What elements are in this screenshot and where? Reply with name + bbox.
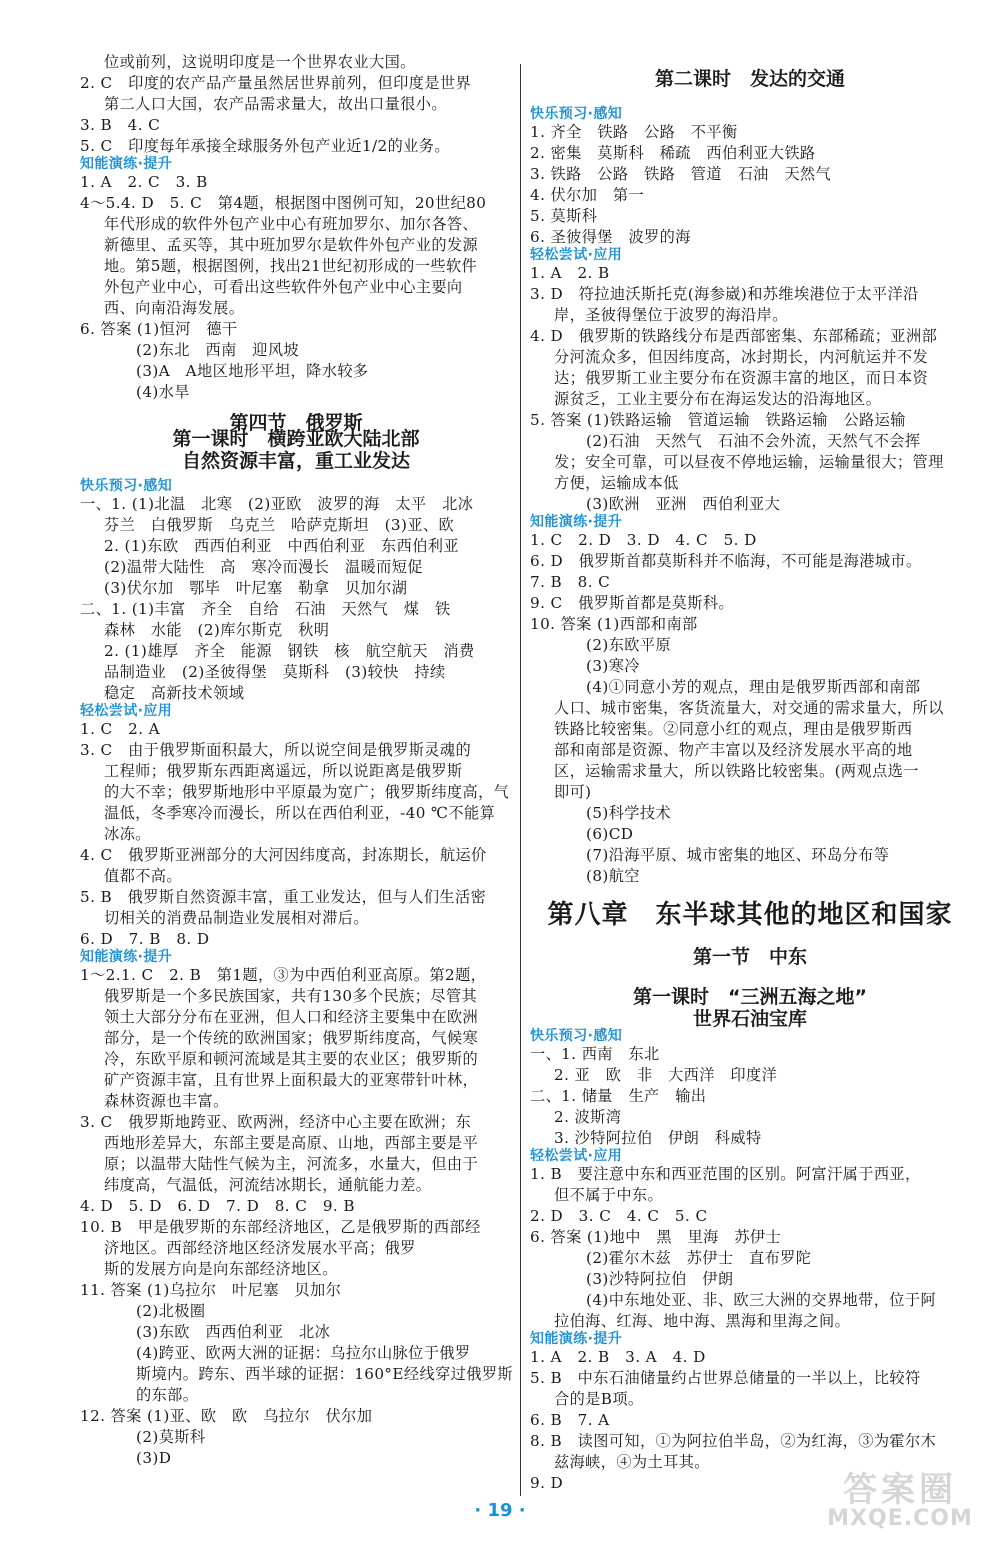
answer-line: 位或前列，这说明印度是一个世界农业大国。 xyxy=(104,53,416,71)
answer-line: (2)温带大陆性 高 寒冷而漫长 温暖而短促 xyxy=(104,558,423,576)
answer-line: 俄罗斯是一个多民族国家，共有130多个民族；尽管其 xyxy=(104,987,478,1005)
answer-line: 拉伯海、红海、地中海、黑海和里海之间。 xyxy=(554,1312,851,1330)
answer-line: 工程师；俄罗斯东西距离遥远，所以说距离是俄罗斯 xyxy=(104,762,463,780)
answer-line: 一、1. 西南 东北 xyxy=(530,1045,660,1063)
answer-line: 温低，冬季寒冷而漫长，所以在西伯利亚，-40 ℃不能算 xyxy=(104,804,496,822)
answer-line: 1～2.1. C 2. B 第1题，③为中西伯利亚高原。第2题， xyxy=(80,966,487,984)
chapter-title: 第八章 东半球其他的地区和国家 xyxy=(547,900,953,930)
watermark-url: MXQE.COM xyxy=(827,1506,973,1531)
answer-line: 8. B 读图可知，①为阿拉伯半岛，②为红海，③为霍尔木 xyxy=(530,1432,937,1450)
answer-line: 二、1. 储量 生产 输出 xyxy=(530,1087,707,1105)
watermark-logo xyxy=(810,1462,990,1538)
answer-line: 西地形差异大，东部主要是高原、山地，西部主要是平 xyxy=(104,1134,479,1152)
answer-line: 年代形成的软件外包产业中心有班加罗尔、加尔各答、 xyxy=(104,215,479,233)
answer-line: (3)伏尔加 鄂毕 叶尼塞 勒拿 贝加尔湖 xyxy=(104,579,408,597)
answer-line: (6)CD xyxy=(586,825,634,843)
answer-line: (2)石油 天然气 石油不会外流，天然气不会挥 xyxy=(586,432,921,450)
answer-line: (4)中东地处亚、非、欧三大洲的交界地带，位于阿 xyxy=(586,1291,937,1309)
answer-line: 3. D 符拉迪沃斯托克(海参崴)和苏维埃港位于太平洋沿 xyxy=(530,285,919,303)
answer-line: 1. A 2. B xyxy=(530,264,610,282)
answer-line: 6. B 7. A xyxy=(530,1411,610,1429)
answer-line: 外包产业中心，可看出这些软件外包产业中心主要向 xyxy=(104,278,463,296)
answer-line: 区，运输需求量大，所以铁路比较密集。(两观点选一 xyxy=(554,762,919,780)
answer-line: 一、1. (1)北温 北寒 (2)亚欧 波罗的海 太平 北冰 xyxy=(80,495,474,513)
answer-line: 原；以温带大陆性气候为主，河流多，水量大，但由于 xyxy=(104,1155,479,1173)
section-title: 第一课时 “三洲五海之地” xyxy=(633,986,867,1008)
watermark-text: 答案圈 xyxy=(843,1470,957,1510)
answer-line: 冷，东欧平原和顿河流域是其主要的农业区；俄罗斯的 xyxy=(104,1050,479,1068)
answer-line: 1. A 2. B 3. A 4. D xyxy=(530,1348,706,1366)
page-number: · 19 · xyxy=(474,1500,526,1521)
answer-line: 品制造业 (2)圣彼得堡 莫斯科 (3)较快 持续 xyxy=(104,663,446,681)
column-divider xyxy=(520,64,521,1496)
answer-line: (2)霍尔木兹 苏伊士 直布罗陀 xyxy=(586,1249,812,1267)
answer-line: 领土大部分分布在亚洲，但人口和经济主要集中在欧洲 xyxy=(104,1008,479,1026)
answer-line: 7. B 8. C xyxy=(530,573,611,591)
section-label: 轻松尝试·应用 xyxy=(530,247,623,263)
answer-line: 1. C 2. D 3. D 4. C 5. D xyxy=(530,531,757,549)
answer-line: 二、1. (1)丰富 齐全 自给 石油 天然气 煤 铁 xyxy=(80,600,451,618)
answer-line: 2. 波斯湾 xyxy=(554,1108,622,1126)
answer-line: 发；安全可靠，可以昼夜不停地运输，运输量很大；管理 xyxy=(554,453,944,471)
answer-line: 11. 答案 (1)乌拉尔 叶尼塞 贝加尔 xyxy=(80,1281,342,1299)
answer-line: 4. 伏尔加 第一 xyxy=(530,186,645,204)
answer-line: 5. C 印度每年承接全球服务外包产业近1/2的业务。 xyxy=(80,137,450,155)
answer-line: 3. 铁路 公路 铁路 管道 石油 天然气 xyxy=(530,165,832,183)
section-label: 快乐预习·感知 xyxy=(80,478,173,494)
answer-line: 3. 沙特阿拉伯 伊朗 科威特 xyxy=(554,1129,762,1147)
answer-line: (3)欧洲 亚洲 西伯利亚大 xyxy=(586,495,781,513)
answer-line: 6. D 7. B 8. D xyxy=(80,930,210,948)
answer-line: 6. 答案 (1)恒河 德干 xyxy=(80,320,238,338)
section-label: 知能演练·提升 xyxy=(530,1331,623,1347)
answer-line: (4)跨亚、欧两大洲的证据：乌拉尔山脉位于俄罗 xyxy=(136,1344,471,1362)
answer-line: 森林 水能 (2)库尔斯克 秋明 xyxy=(104,621,330,639)
answer-line: 2. (1)东欧 西西伯利亚 中西伯利亚 东西伯利亚 xyxy=(104,537,459,555)
answer-line: 5. 莫斯科 xyxy=(530,207,598,225)
section-title: 第四节 俄罗斯 xyxy=(229,412,363,434)
answer-line: (2)莫斯科 xyxy=(136,1428,206,1446)
answer-line: 5. B 俄罗斯自然资源丰富，重工业发达，但与人们生活密 xyxy=(80,888,487,906)
answer-line: 9. D xyxy=(530,1474,564,1492)
answer-line: 的东部。 xyxy=(136,1386,199,1404)
answer-line: 1. B 要注意中东和西亚范围的区别。阿富汗属于西亚， xyxy=(530,1165,921,1183)
answer-line: (2)东欧平原 xyxy=(586,636,672,654)
answer-line: 2. 密集 莫斯科 稀疏 西伯利亚大铁路 xyxy=(530,144,816,162)
section-label: 快乐预习·感知 xyxy=(530,1028,623,1044)
answer-line: 分河流众多，但因纬度高，冰封期长，内河航运并不发 xyxy=(554,348,929,366)
answer-line: 源贫乏，工业主要分布在海运发达的沿海地区。 xyxy=(554,390,882,408)
section-label: 快乐预习·感知 xyxy=(530,106,623,122)
answer-line: 纬度高，气温低，河流结冰期长，通航能力差。 xyxy=(104,1176,432,1194)
answer-line: 稳定 高新技术领域 xyxy=(104,684,245,702)
answer-line: 3. C 由于俄罗斯面积最大，所以说空间是俄罗斯灵魂的 xyxy=(80,741,472,759)
answer-line: 斯的发展方向是向东部经济地区。 xyxy=(104,1260,338,1278)
answer-line: 部分，是一个传统的欧洲国家；俄罗斯纬度高，气候寒 xyxy=(104,1029,479,1047)
answer-line: 第二人口大国，农产品需求量大，故出口量很小。 xyxy=(104,95,447,113)
section-label: 知能演练·提升 xyxy=(80,156,173,172)
answer-line: 4. D 5. D 6. D 7. D 8. C 9. B xyxy=(80,1197,355,1215)
section-title: 第一课时 横跨亚欧大陆北部 xyxy=(172,428,420,450)
answer-line: 西、向南沿海发展。 xyxy=(104,299,245,317)
answer-line: 但不属于中东。 xyxy=(554,1186,664,1204)
section-label: 知能演练·提升 xyxy=(80,949,173,965)
answer-line: 兹海峡，④为土耳其。 xyxy=(554,1453,710,1471)
answer-line: (3)D xyxy=(136,1449,172,1467)
answer-line: (5)科学技术 xyxy=(586,804,672,822)
answer-line: 6. 圣彼得堡 波罗的海 xyxy=(530,228,691,246)
answer-line: 1. C 2. A xyxy=(80,720,161,738)
answer-line: 2. C 印度的农产品产量虽然居世界前列，但印度是世界 xyxy=(80,74,472,92)
section-label: 知能演练·提升 xyxy=(530,514,623,530)
answer-line: 冰冻。 xyxy=(104,825,151,843)
answer-line: (3)寒冷 xyxy=(586,657,640,675)
answer-line: 2. 亚 欧 非 大西洋 印度洋 xyxy=(554,1066,778,1084)
answer-line: 人口、城市密集，客货流量大，对交通的需求量大，所以 xyxy=(554,699,944,717)
answer-line: 6. 答案 (1)地中 黑 里海 苏伊士 xyxy=(530,1228,782,1246)
answer-line: 1. 齐全 铁路 公路 不平衡 xyxy=(530,123,738,141)
answer-line: 岸，圣彼得堡位于波罗的海沿岸。 xyxy=(554,306,788,324)
answer-line: 芬兰 白俄罗斯 乌克兰 哈萨克斯坦 (3)亚、欧 xyxy=(104,516,455,534)
answer-line: 切相关的消费品制造业发展相对滞后。 xyxy=(104,909,369,927)
answer-line: 4. D 俄罗斯的铁路线分布是西部密集、东部稀疏；亚洲部 xyxy=(530,327,938,345)
answer-line: 矿产资源丰富，且有世界上面积最大的亚寒带针叶林， xyxy=(104,1071,479,1089)
answer-line: (4)①同意小芳的观点，理由是俄罗斯西部和南部 xyxy=(586,678,921,696)
answer-line: 2. D 3. C 4. C 5. C xyxy=(530,1207,708,1225)
answer-line: 3. B 4. C xyxy=(80,116,161,134)
answer-line: 5. B 中东石油储量约占世界总储量的一半以上，比较符 xyxy=(530,1369,921,1387)
answer-line: 6. D 俄罗斯首都莫斯科并不临海，不可能是海港城市。 xyxy=(530,552,922,570)
answer-line: (3)A A地区地形平坦，降水较多 xyxy=(136,362,369,380)
answer-line: 12. 答案 (1)亚、欧 欧 乌拉尔 伏尔加 xyxy=(80,1407,373,1425)
section-label: 轻松尝试·应用 xyxy=(530,1148,623,1164)
answer-line: 2. (1)雄厚 齐全 能源 钢铁 核 航空航天 消费 xyxy=(104,642,475,660)
answer-line: 1. A 2. C 3. B xyxy=(80,173,208,191)
answer-line: 铁路比较密集。②同意小红的观点，理由是俄罗斯西 xyxy=(554,720,913,738)
answer-line: 3. C 俄罗斯地跨亚、欧两洲，经济中心主要在欧洲；东 xyxy=(80,1113,472,1131)
answer-line: 值都不高。 xyxy=(104,867,182,885)
answer-line: (4)水旱 xyxy=(136,383,190,401)
answer-line: 地。第5题，根据图例，找出21世纪初形成的一些软件 xyxy=(104,257,478,275)
section-label: 轻松尝试·应用 xyxy=(80,703,173,719)
answer-line: 斯境内。跨东、西半球的证据：160°E经线穿过俄罗斯 xyxy=(136,1365,514,1383)
answer-line: 达；俄罗斯工业主要分布在资源丰富的地区，而日本资 xyxy=(554,369,929,387)
answer-line: (8)航空 xyxy=(586,867,640,885)
answer-line: (2)东北 西南 迎风坡 xyxy=(136,341,300,359)
answer-line: (2)北极圈 xyxy=(136,1302,206,1320)
section-title: 第二课时 发达的交通 xyxy=(654,68,845,90)
section-title: 第一节 中东 xyxy=(692,946,807,968)
answer-line: (7)沿海平原、城市密集的地区、环岛分布等 xyxy=(586,846,890,864)
answer-line: 森林资源也丰富。 xyxy=(104,1092,229,1110)
section-title: 自然资源丰富，重工业发达 xyxy=(181,450,410,472)
answer-line: 部和南部是资源、物产丰富以及经济发展水平高的地 xyxy=(554,741,913,759)
answer-line: 新德里、孟买等，其中班加罗尔是软件外包产业的发源 xyxy=(104,236,479,254)
answer-line: 的大不幸；俄罗斯地形中平原最为宽广；俄罗斯纬度高，气 xyxy=(104,783,510,801)
answer-line: 合的是B项。 xyxy=(554,1390,644,1408)
answer-line: 济地区。西部经济地区经济发展水平高；俄罗 xyxy=(104,1239,416,1257)
answer-line: 5. 答案 (1)铁路运输 管道运输 铁路运输 公路运输 xyxy=(530,411,906,429)
answer-line: 9. C 俄罗斯首都是莫斯科。 xyxy=(530,594,735,612)
answer-line: (3)沙特阿拉伯 伊朗 xyxy=(586,1270,734,1288)
answer-line: 10. B 甲是俄罗斯的东部经济地区，乙是俄罗斯的西部经 xyxy=(80,1218,481,1236)
answer-line: 10. 答案 (1)西部和南部 xyxy=(530,615,698,633)
answer-line: 方便，运输成本低 xyxy=(554,474,679,492)
answer-line: (3)东欧 西西伯利亚 北冰 xyxy=(136,1323,331,1341)
answer-line: 4～5.4. D 5. C 第4题，根据图中图例可知，20世纪80 xyxy=(80,194,487,212)
section-title: 世界石油宝库 xyxy=(692,1008,807,1030)
answer-line: 即可) xyxy=(554,783,592,801)
answer-line: 4. C 俄罗斯亚洲部分的大河因纬度高，封冻期长，航运价 xyxy=(80,846,487,864)
